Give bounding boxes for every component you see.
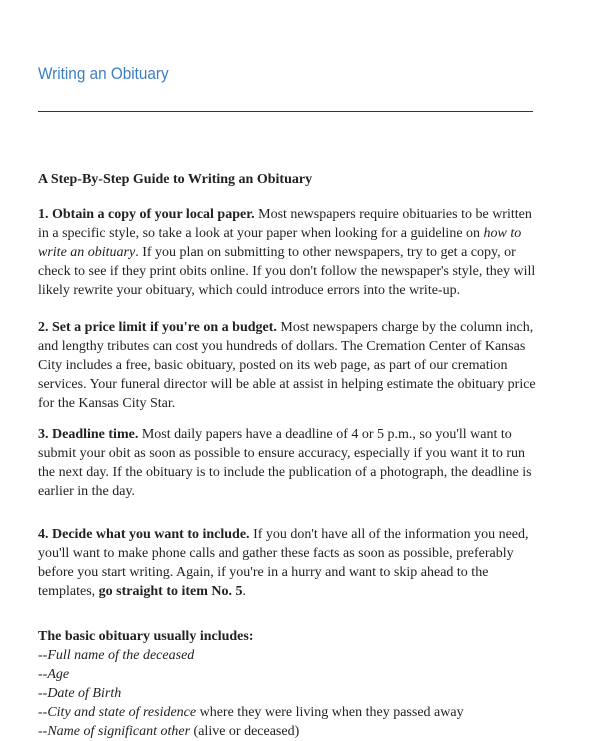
list-item — [38, 703, 538, 722]
list-item-italic: --Name of significant other — [38, 724, 191, 739]
list-item-italic: --Age — [38, 667, 70, 682]
step-3-lead: 3. Deadline time. — [38, 427, 139, 442]
step-1-emphasis: how to write an obituary — [38, 226, 522, 260]
step-2-text: Most newspapers charge by the column inch, and lengthy tributes can cost you hundreds of dollars. The Cremation Center of Kansas City includes a free, basic obituary, posted on its web page, as part of our cremation services. Your funeral director will be able at assist in helping estimate the obituary price for the Kansas City Star. — [38, 320, 536, 411]
title-divider — [38, 111, 533, 112]
includes-list — [38, 646, 538, 741]
list-item — [38, 665, 538, 684]
step-4-trail-bold: go straight to item No. 5 — [98, 584, 243, 599]
step-4-trail: . — [242, 584, 247, 599]
document-title: Writing an Obituary — [38, 64, 169, 83]
step-3-paragraph — [38, 425, 538, 501]
step-3-text: Most daily papers have a deadline of 4 or 5 p.m., so you'll want to submit your obit as soon as possible to ensure accuracy, especially if you want it to run the next day. If the obituary is to include the publication of a photograph, the deadline is earlier in the day. — [38, 427, 532, 499]
document-body — [38, 170, 538, 741]
list-item-plain: where they were living when they passed away — [196, 705, 464, 720]
step-1-paragraph — [38, 205, 538, 300]
step-1-lead: 1. Obtain a copy of your local paper. — [38, 207, 255, 222]
step-2-lead: 2. Set a price limit if you're on a budget. — [38, 320, 277, 335]
list-item-plain: (alive or deceased) — [190, 724, 300, 739]
includes-heading: The basic obituary usually includes: — [38, 629, 254, 644]
list-item — [38, 722, 538, 741]
step-1-text-b: . If you plan on submitting to other newspapers, try to get a copy, or check to see if they print obits online. If you don't follow the newspaper's style, they will likely rewrite your obituary, which could introduce errors into the write-up. — [38, 245, 536, 298]
list-item — [38, 646, 538, 665]
step-2-paragraph — [38, 318, 538, 413]
step-1-text-a: Most newspapers require obituaries to be written in a specific style, so take a look at your paper when looking for a guideline on — [38, 207, 532, 241]
list-item — [38, 684, 538, 703]
step-4-paragraph — [38, 525, 538, 601]
step-4-lead: 4. Decide what you want to include. — [38, 527, 250, 542]
list-item-italic: --Date of Birth — [38, 686, 122, 701]
list-item-italic: --City and state of residence — [38, 705, 197, 720]
list-item-italic: --Full name of the deceased — [38, 648, 195, 663]
step-4-text: If you don't have all of the information you need, you'll want to make phone calls and gather these facts as soon as possible, preferably before you start writing. Again, if you're in a hurry and want to skip ahead to the templates, — [38, 527, 529, 599]
guide-heading: A Step-By-Step Guide to Writing an Obituary — [38, 172, 313, 187]
